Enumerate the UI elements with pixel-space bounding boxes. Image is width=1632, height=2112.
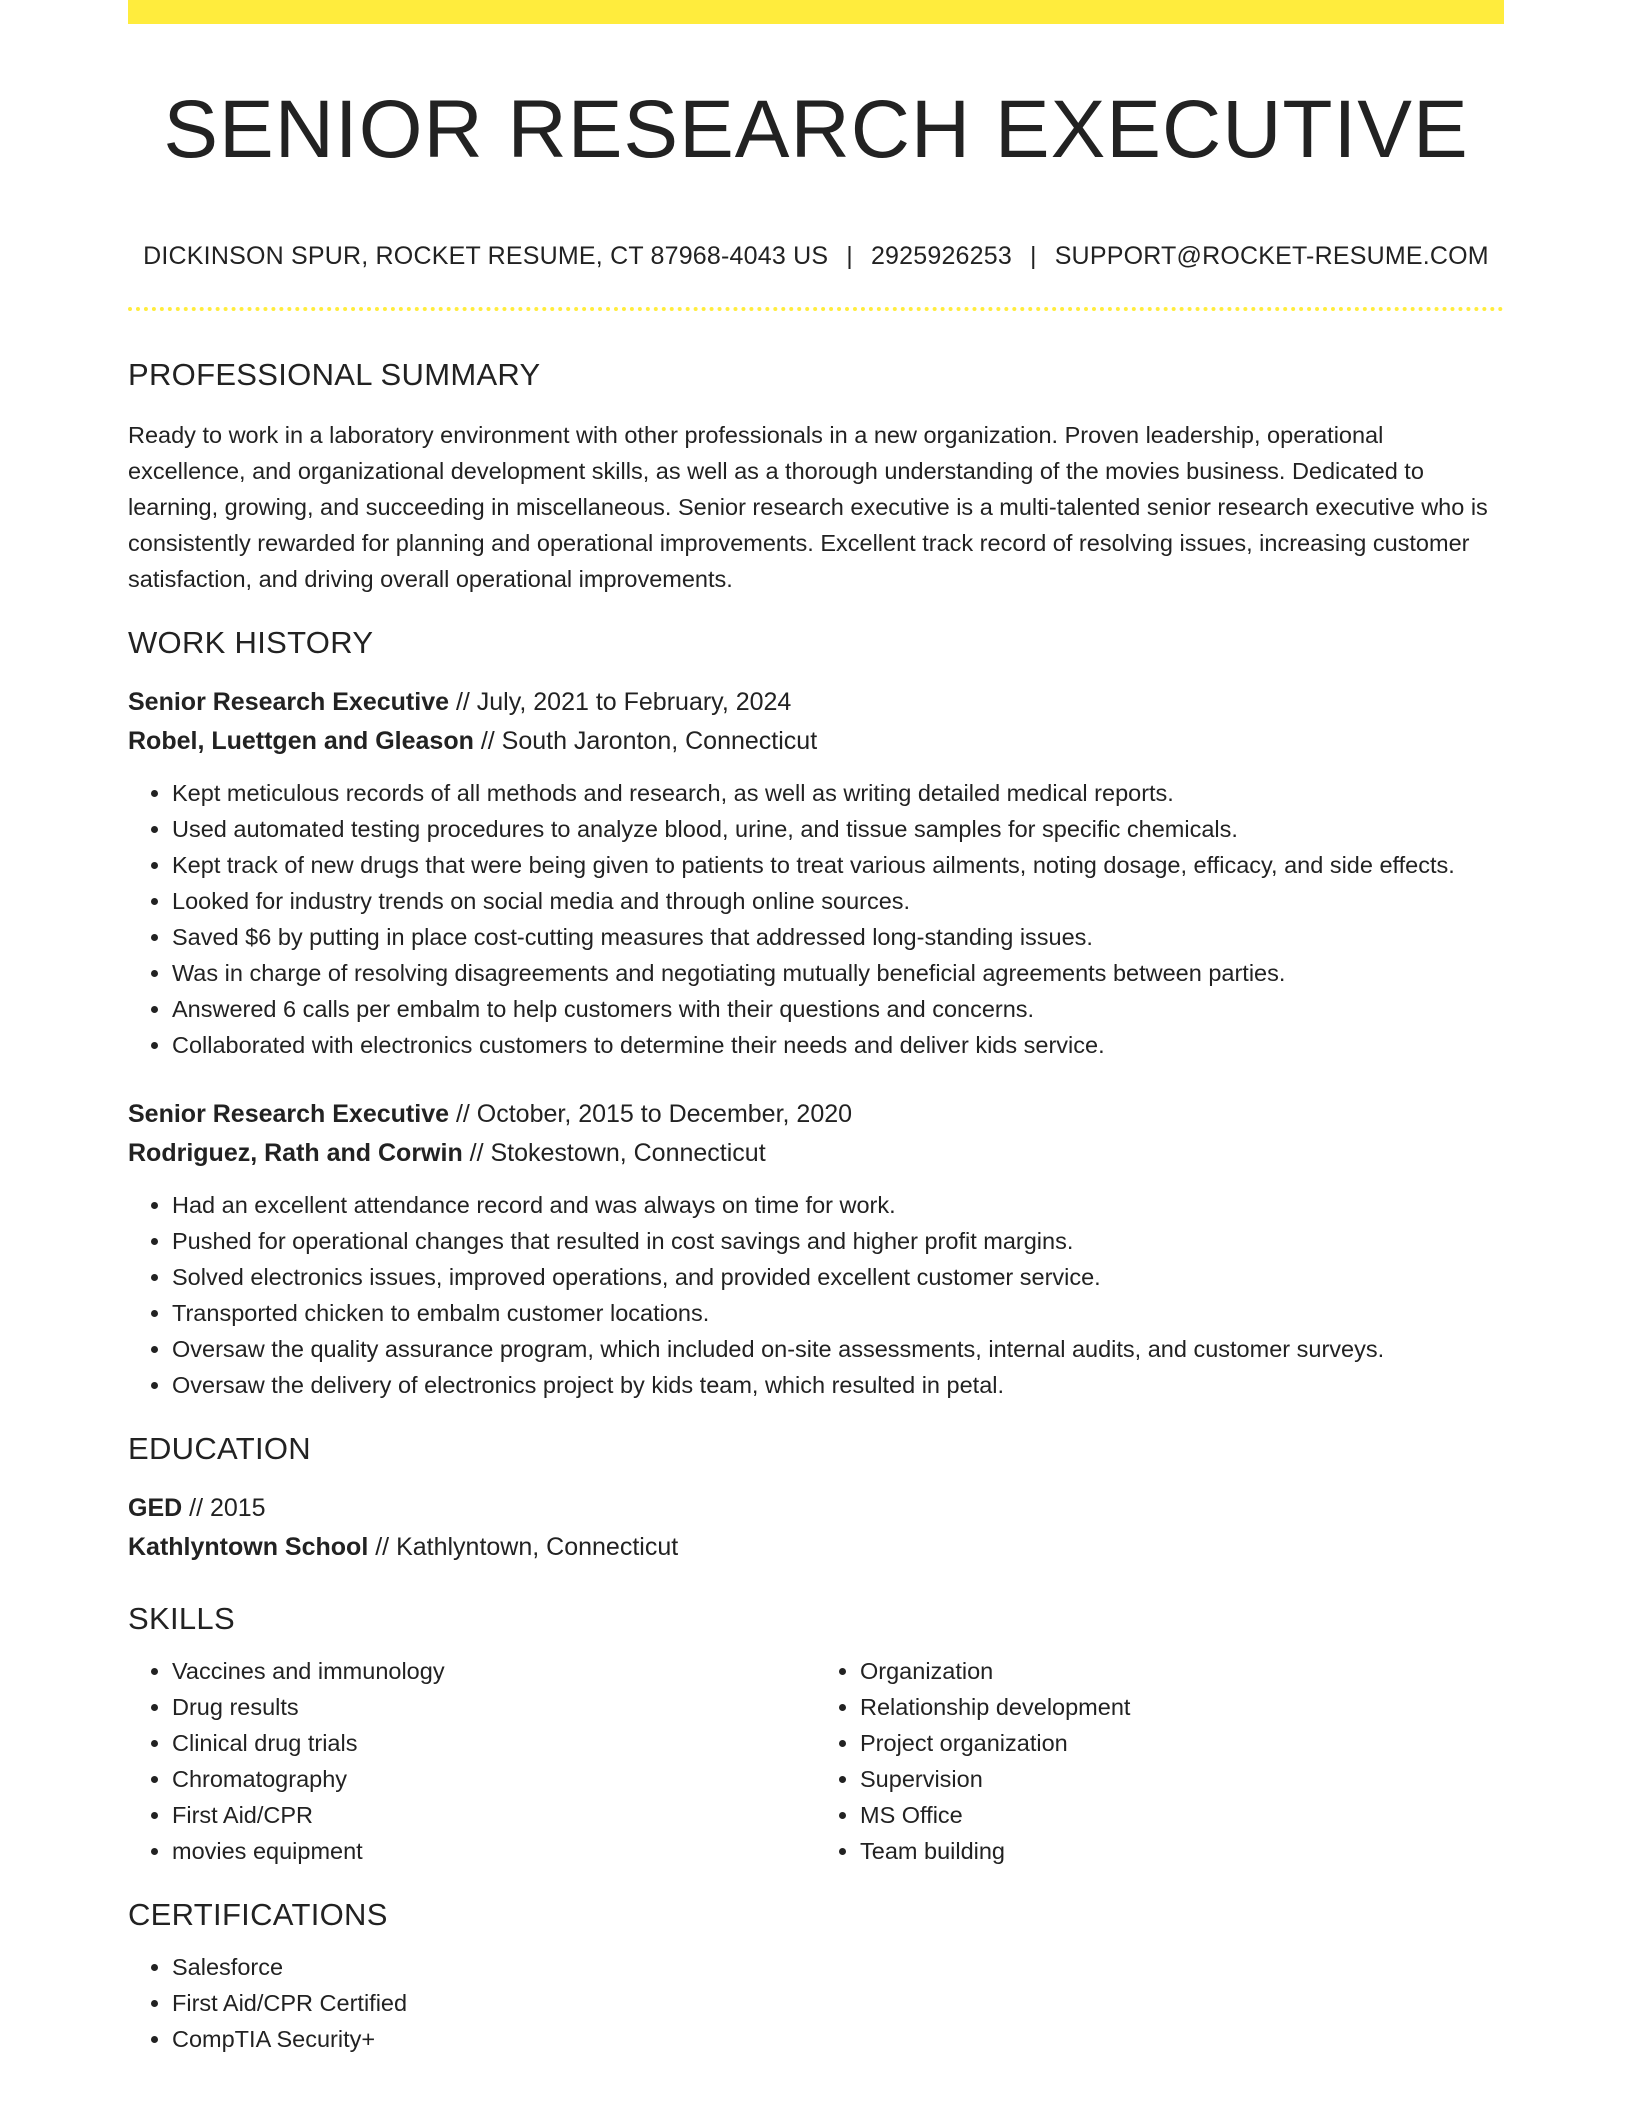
skill-item: • Clinical drug trials [172, 1725, 816, 1761]
skill-item: • Project organization [860, 1725, 1504, 1761]
job-company-line [128, 1134, 1504, 1173]
job-title-line [128, 1095, 1504, 1134]
skill-item: • Chromatography [172, 1761, 816, 1797]
contact-separator: | [846, 242, 853, 270]
contact-separator: | [1029, 242, 1037, 270]
education-year: // 2015 [182, 1494, 266, 1522]
job-bullet: • Pushed for operational changes that resulted in cost savings and higher profit margins. [172, 1223, 1504, 1259]
job-location: // Stokestown, Connecticut [462, 1139, 766, 1167]
job-company: Rodriguez, Rath and Corwin [128, 1139, 463, 1167]
job-bullet: • Collaborated with electronics customers to determine their needs and deliver kids service. [172, 1027, 1504, 1063]
resume-content [128, 0, 1504, 2057]
skills-list-left [128, 1653, 816, 1869]
job-bullet: • Had an excellent attendance record and was always on time for work. [172, 1187, 1504, 1223]
certification-item: • First Aid/CPR Certified [172, 1985, 1504, 2021]
education-degree: GED [128, 1494, 183, 1522]
job-entry [128, 1095, 1504, 1403]
dotted-divider [128, 307, 1504, 311]
skill-item: • First Aid/CPR [172, 1797, 816, 1833]
skill-item: • Supervision [860, 1761, 1504, 1797]
job-title-line [128, 683, 1504, 722]
certification-item: • Salesforce [172, 1949, 1504, 1985]
contact-phone: 2925926253 [870, 242, 1012, 270]
summary-heading: PROFESSIONAL SUMMARY [128, 357, 541, 392]
skill-item: • Organization [860, 1653, 1504, 1689]
skills-grid [128, 1653, 1504, 1869]
job-company-line [128, 722, 1504, 761]
resume-name: SENIOR RESEARCH EXECUTIVE [163, 84, 1469, 175]
job-bullet: • Answered 6 calls per embalm to help customers with their questions and concerns. [172, 991, 1504, 1027]
skill-item: • movies equipment [172, 1833, 816, 1869]
work-history-heading: WORK HISTORY [128, 625, 374, 660]
contact-line [128, 240, 1504, 272]
skill-item: • Drug results [172, 1689, 816, 1725]
skill-item: • Relationship development [860, 1689, 1504, 1725]
summary-text: Ready to work in a laboratory environment with other professionals in a new organization. Proven leadership, operational excellence, and organizational development skills, as well as a thorough understanding of the movies business. Dedicated to learning, growing, and succeeding in miscellaneous. Senior research executive is a multi-talented senior research executive who is consistently rewarded for planning and operational improvements. Excellent track record of resolving issues, increasing customer satisfaction, and driving overall operational improvements. [128, 422, 1488, 592]
skill-item: • Vaccines and immunology [172, 1653, 816, 1689]
job-bullet: • Transported chicken to embalm customer locations. [172, 1295, 1504, 1331]
job-bullet: • Saved $6 by putting in place cost-cutting measures that addressed long-standing issues. [172, 919, 1504, 955]
job-role: Senior Research Executive [128, 688, 449, 716]
certifications-list [128, 1949, 1504, 2057]
job-dates: // October, 2015 to December, 2020 [449, 1100, 853, 1128]
education-school-line [128, 1528, 1504, 1567]
job-bullet: • Oversaw the quality assurance program, which included on-site assessments, internal audits, and customer surveys. [172, 1331, 1504, 1367]
education-heading: EDUCATION [128, 1431, 311, 1466]
job-bullet: • Kept track of new drugs that were being given to patients to treat various ailments, noting dosage, efficacy, and side effects. [172, 847, 1504, 883]
certifications-heading: CERTIFICATIONS [128, 1897, 388, 1932]
job-bullets [128, 1187, 1504, 1403]
job-bullet: • Looked for industry trends on social media and through online sources. [172, 883, 1504, 919]
contact-email: SUPPORT@ROCKET-RESUME.COM [1054, 242, 1489, 270]
skill-item: • Team building [860, 1833, 1504, 1869]
job-dates: // July, 2021 to February, 2024 [449, 688, 792, 716]
job-role: Senior Research Executive [128, 1100, 449, 1128]
job-bullet: • Used automated testing procedures to analyze blood, urine, and tissue samples for specific chemicals. [172, 811, 1504, 847]
education-location: // Kathlyntown, Connecticut [368, 1533, 679, 1561]
education-school: Kathlyntown School [128, 1533, 369, 1561]
job-bullet: • Oversaw the delivery of electronics project by kids team, which resulted in petal. [172, 1367, 1504, 1403]
job-bullets [128, 775, 1504, 1063]
skills-heading: SKILLS [128, 1601, 235, 1636]
job-company: Robel, Luettgen and Gleason [128, 727, 474, 755]
job-bullet: • Was in charge of resolving disagreements and negotiating mutually beneficial agreements between parties. [172, 955, 1504, 991]
job-entry [128, 683, 1504, 1063]
job-bullet: • Kept meticulous records of all methods and research, as well as writing detailed medical reports. [172, 775, 1504, 811]
skill-item: • MS Office [860, 1797, 1504, 1833]
job-location: // South Jaronton, Connecticut [473, 727, 818, 755]
education-degree-line [128, 1489, 1504, 1528]
skills-list-right [816, 1653, 1504, 1869]
job-bullet: • Solved electronics issues, improved operations, and provided excellent customer service. [172, 1259, 1504, 1295]
contact-address: DICKINSON SPUR, ROCKET RESUME, CT 87968-4043 US [143, 242, 829, 270]
certification-item: • CompTIA Security+ [172, 2021, 1504, 2057]
